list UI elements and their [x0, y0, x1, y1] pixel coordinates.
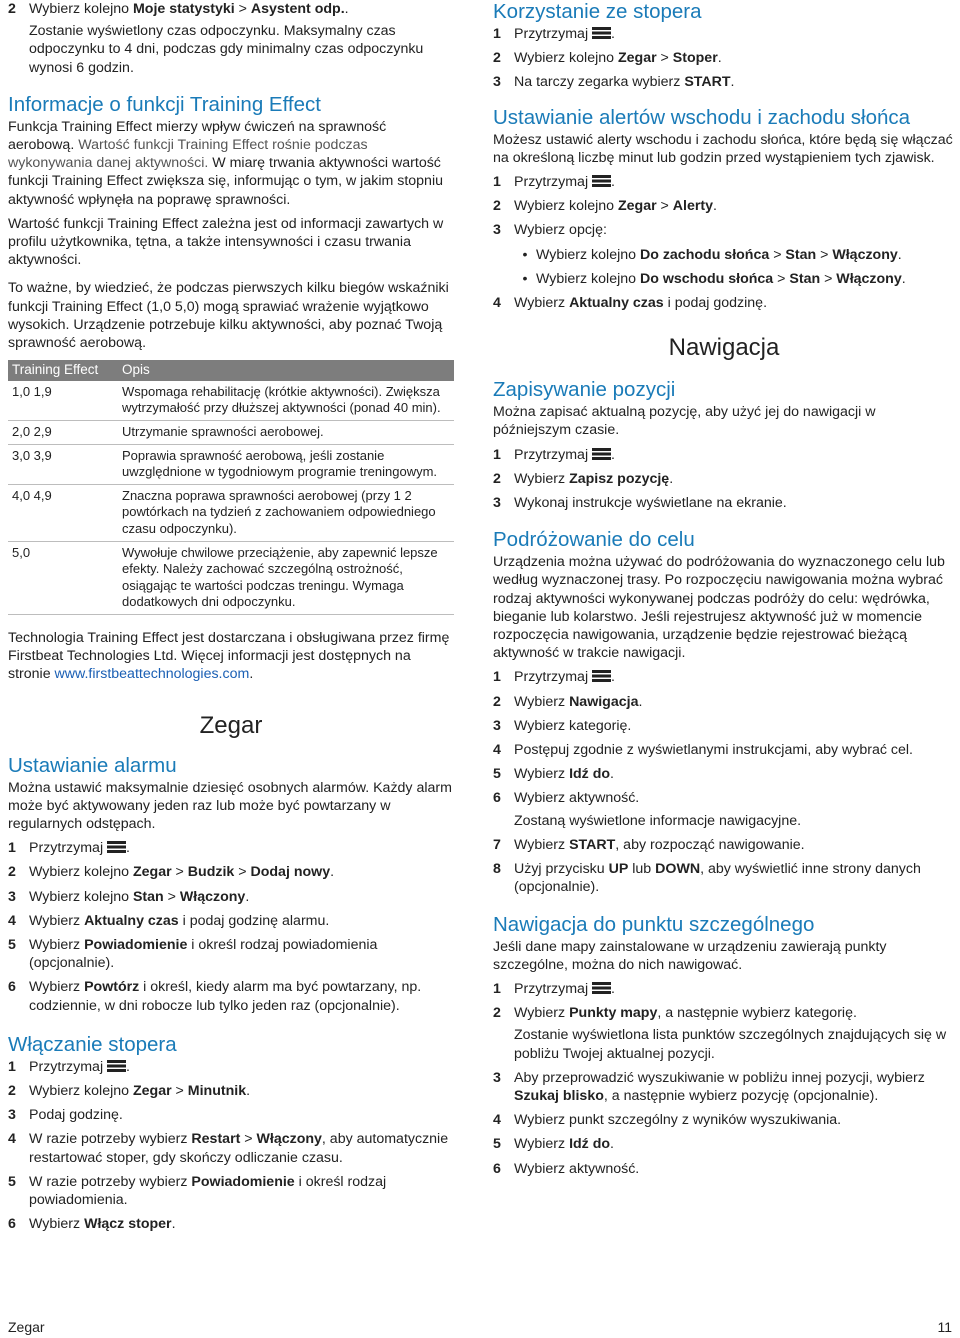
list-item: 6 Wybierz aktywność. [493, 790, 640, 807]
list-item: 1 Przytrzymaj . [493, 980, 615, 997]
list-item: 3 Aby przeprowadzić wyszukiwanie w pobliżu innej pozycji, wybierz Szukaj blisko, a następnie wybierz pozycję (opcjonalnie). [493, 1069, 925, 1104]
list-item: 1 Przytrzymaj . [8, 1058, 130, 1075]
list-item: 3 Wybierz opcję: [493, 222, 607, 239]
firstbeat-link[interactable]: www.firstbeattechnologies.com [54, 666, 250, 683]
list-item: 2 Wybierz kolejno Moje statystyki > Asystent odp.. [8, 1, 349, 17]
right-column [493, 0, 955, 1184]
footer-section-name: Zegar [8, 1319, 45, 1335]
list-item: 2 Wybierz kolejno Zegar > Stoper. [493, 50, 722, 67]
step-result-text: Zostaną wyświetlone informacje nawigacyjne. [514, 812, 802, 829]
menu-icon [592, 670, 611, 682]
bullet-item: • Wybierz kolejno Do zachodu słońca > Stan > Włączony. [522, 246, 902, 263]
bullet-item: • Wybierz kolejno Do wschodu słońca > Stan > Włączony. [522, 270, 906, 287]
list-item: 1 Przytrzymaj . [493, 669, 615, 686]
list-item: 2 Wybierz Zapisz pozycję. [493, 470, 674, 487]
list-item: 5 Wybierz Idź do. [493, 766, 614, 783]
list-item: 4 Wybierz Aktualny czas i podaj godzinę alarmu. [8, 912, 330, 929]
training-effect-paragraph-3: To ważne, by wiedzieć, że podczas pierwszych kilku biegów wskaźniki funkcji Training Effect (1,0 5,0) mogą sprawiać wrażenie wyjątkowo wysokich. Urządzenie potrzebuje kilku aktywności, aby poznać Twoją sprawność aerobową. [8, 280, 449, 352]
list-item: 3 Wybierz kolejno Stan > Włączony. [8, 888, 250, 905]
training-effect-description: Znaczna poprawa sprawności aerobowej (przy 1 2 powtórkach na tydzień z zachowaniem odpowiedniego czasu odpoczynku). [118, 484, 454, 541]
training-effect-value: 2,0 2,9 [8, 421, 118, 445]
poi-paragraph: Jeśli dane mapy zainstalowane w urządzeniu zawierają punkty szczególne, można do nich nawigować. [493, 938, 887, 973]
training-effect-value: 5,0 [8, 541, 118, 614]
training-effect-description: Wywołuje chwilowe przeciążenie, aby zapewnić lepsze efekty. Należy zachować szczególną ostrożność, osiągając te wartości podczas treningu. Wymaga dodatkowych dni odpoczynku. [118, 541, 454, 614]
list-item: 4 W razie potrzeby wybierz Restart > Włączony, aby automatycznie restartować stoper, gdy skończy odliczanie czasu. [8, 1131, 449, 1166]
sun-alerts-paragraph: Możesz ustawić alerty wschodu i zachodu słońca, które będą się włączać na określoną liczbę minut lub godzin przed wystąpieniem tych zjawisk. [493, 131, 953, 166]
list-item: 6 Wybierz Włącz stoper. [8, 1216, 176, 1233]
timer-heading: Włączanie stopera [8, 1032, 177, 1056]
list-item: 4 Wybierz punkt szczególny z wyników wyszukiwania. [493, 1112, 842, 1129]
section-title-nawigacja: Nawigacja [668, 334, 780, 362]
training-effect-paragraph-2: Wartość funkcji Training Effect zależna jest od informacji zawartych w profilu użytkownika, tętna, a także intensywności i czasu trwania aktywności. [8, 215, 444, 269]
list-item: 1 Przytrzymaj . [493, 446, 615, 463]
training-effect-value: 4,0 4,9 [8, 484, 118, 541]
list-item: 5 W razie potrzeby wybierz Powiadomienie i określ rodzaj powiadomienia. [8, 1173, 387, 1209]
training-effect-description: Poprawia sprawność aerobową, jeśli zostanie uwzględnione w tygodniowym programie treningowym. [118, 444, 454, 484]
list-item: 2 Wybierz kolejno Zegar > Budzik > Dodaj nowy. [8, 864, 335, 881]
list-item: 7 Wybierz START, aby rozpocząć nawigowanie. [493, 836, 805, 853]
table-header: Opis [118, 360, 454, 381]
recovery-time-text: Zostanie wyświetlony czas odpoczynku. Maksymalny czas odpoczynku to 4 dni, podczas gdy minimalny czas odpoczynku wynosi 6 godzin. [29, 23, 424, 76]
list-item: 2 Wybierz Nawigacja. [493, 693, 643, 710]
table-row [8, 541, 454, 614]
menu-icon [592, 982, 611, 994]
list-item: 3 Na tarczy zegarka wybierz START. [493, 74, 735, 91]
save-position-heading: Zapisywanie pozycji [493, 378, 676, 402]
list-item: 1 Przytrzymaj . [493, 26, 615, 42]
firstbeat-paragraph: Technologia Training Effect jest dostarczana i obsługiwana przez firmę Firstbeat Technologies Ltd. Więcej informacji jest dostępnych na stronie www.firstbeattechnologies.com. [8, 629, 450, 683]
list-item: 4 Wybierz Aktualny czas i podaj godzinę. [493, 295, 768, 312]
training-effect-value: 1,0 1,9 [8, 381, 118, 421]
menu-icon [592, 175, 611, 187]
list-item: 2 Wybierz Punkty mapy, a następnie wybierz kategorię. [493, 1005, 857, 1022]
training-effect-description: Utrzymanie sprawności aerobowej. [118, 421, 454, 445]
list-item: 4 Postępuj zgodnie z wyświetlanymi instrukcjami, aby wybrać cel. [493, 742, 913, 759]
list-item: 2 Wybierz kolejno Zegar > Alerty. [493, 198, 717, 215]
sun-alerts-heading: Ustawianie alertów wschodu i zachodu słońca [493, 105, 911, 129]
menu-icon [107, 1060, 126, 1072]
menu-icon [592, 448, 611, 460]
training-effect-table [8, 360, 454, 615]
alarm-heading: Ustawianie alarmu [8, 753, 177, 777]
table-row [8, 484, 454, 541]
list-item: 1 Przytrzymaj . [493, 174, 615, 191]
section-title-zegar: Zegar [199, 711, 263, 739]
alarm-paragraph: Można ustawić maksymalnie dziesięć osobnych alarmów. Każdy alarm może być aktywowany jeden raz lub może być powtarzany w regularnych odstępach. [8, 779, 452, 832]
table-row [8, 444, 454, 484]
list-item: 3 Wykonaj instrukcje wyświetlane na ekranie. [493, 495, 787, 512]
stopwatch-heading: Korzystanie ze stopera [493, 0, 702, 23]
list-item: 8 Użyj przycisku UP lub DOWN, aby wyświetlić inne strony danych (opcjonalnie). [493, 861, 921, 896]
list-item: 6 Wybierz aktywność. [493, 1160, 640, 1177]
menu-icon [107, 841, 126, 853]
list-item: 5 Wybierz Powiadomienie i określ rodzaj powiadomienia (opcjonalnie). [8, 937, 378, 972]
training-effect-paragraph: Funkcja Training Effect mierzy wpływ ćwiczeń na sprawność aerobową. Wartość funkcji Training Effect rośnie podczas wykonywania danej aktywności. W miarę trwania aktywności wartość funkcji Training Effect zwiększa się, informując o tym, w jakim stopniu aktywność wpłynęła na poprawę sprawności. [8, 118, 443, 208]
list-item: 6 Wybierz Powtórz i określ, kiedy alarm ma być powtarzany, np. codziennie, w dni robocze lub tylko jeden raz (opcjonalnie). [8, 979, 422, 1014]
travel-paragraph: Urządzenia można używać do podróżowania do wyznaczonego celu lub według wyznaczonej trasy. Po rozpoczęciu nawigowania można wybrać rodzaj aktywności wykonywanej podczas podróży do celu: wędrówka, bieganie lub kolarstwo. Jeśli rejestrujesz aktywność już w momencie rozpoczęcia nawigowania, urządzenie będzie rejestrować bieżącą aktywność w trakcie nawigacji. [493, 554, 945, 662]
poi-heading: Nawigacja do punktu szczególnego [493, 912, 815, 936]
travel-heading: Podróżowanie do celu [493, 528, 695, 552]
menu-icon [592, 27, 611, 39]
training-effect-description: Wspomaga rehabilitację (krótkie aktywności). Zwiększa wytrzymałość przy dłuższej aktywności (ponad 40 min). [118, 381, 454, 421]
table-header: Training Effect [8, 360, 118, 381]
training-effect-heading: Informacje o funkcji Training Effect [8, 92, 321, 116]
left-column [8, 0, 454, 1239]
list-item: 1 Przytrzymaj . [8, 840, 130, 857]
page-number: 11 [937, 1319, 952, 1335]
step-result-text: Zostanie wyświetlona lista punktów szczególnych znajdujących się w pobliżu Twojej aktualnej pozycji. [514, 1027, 947, 1062]
list-item: 2 Wybierz kolejno Zegar > Minutnik. [8, 1083, 251, 1100]
list-item: 3 Wybierz kategorię. [493, 717, 632, 734]
table-row [8, 381, 454, 421]
list-item: 5 Wybierz Idź do. [493, 1136, 614, 1153]
save-position-paragraph: Można zapisać aktualną pozycję, aby użyć jej do nawigacji w późniejszym czasie. [493, 404, 876, 439]
list-item: 3 Podaj godzinę. [8, 1107, 123, 1124]
training-effect-value: 3,0 3,9 [8, 444, 118, 484]
table-row [8, 421, 454, 445]
